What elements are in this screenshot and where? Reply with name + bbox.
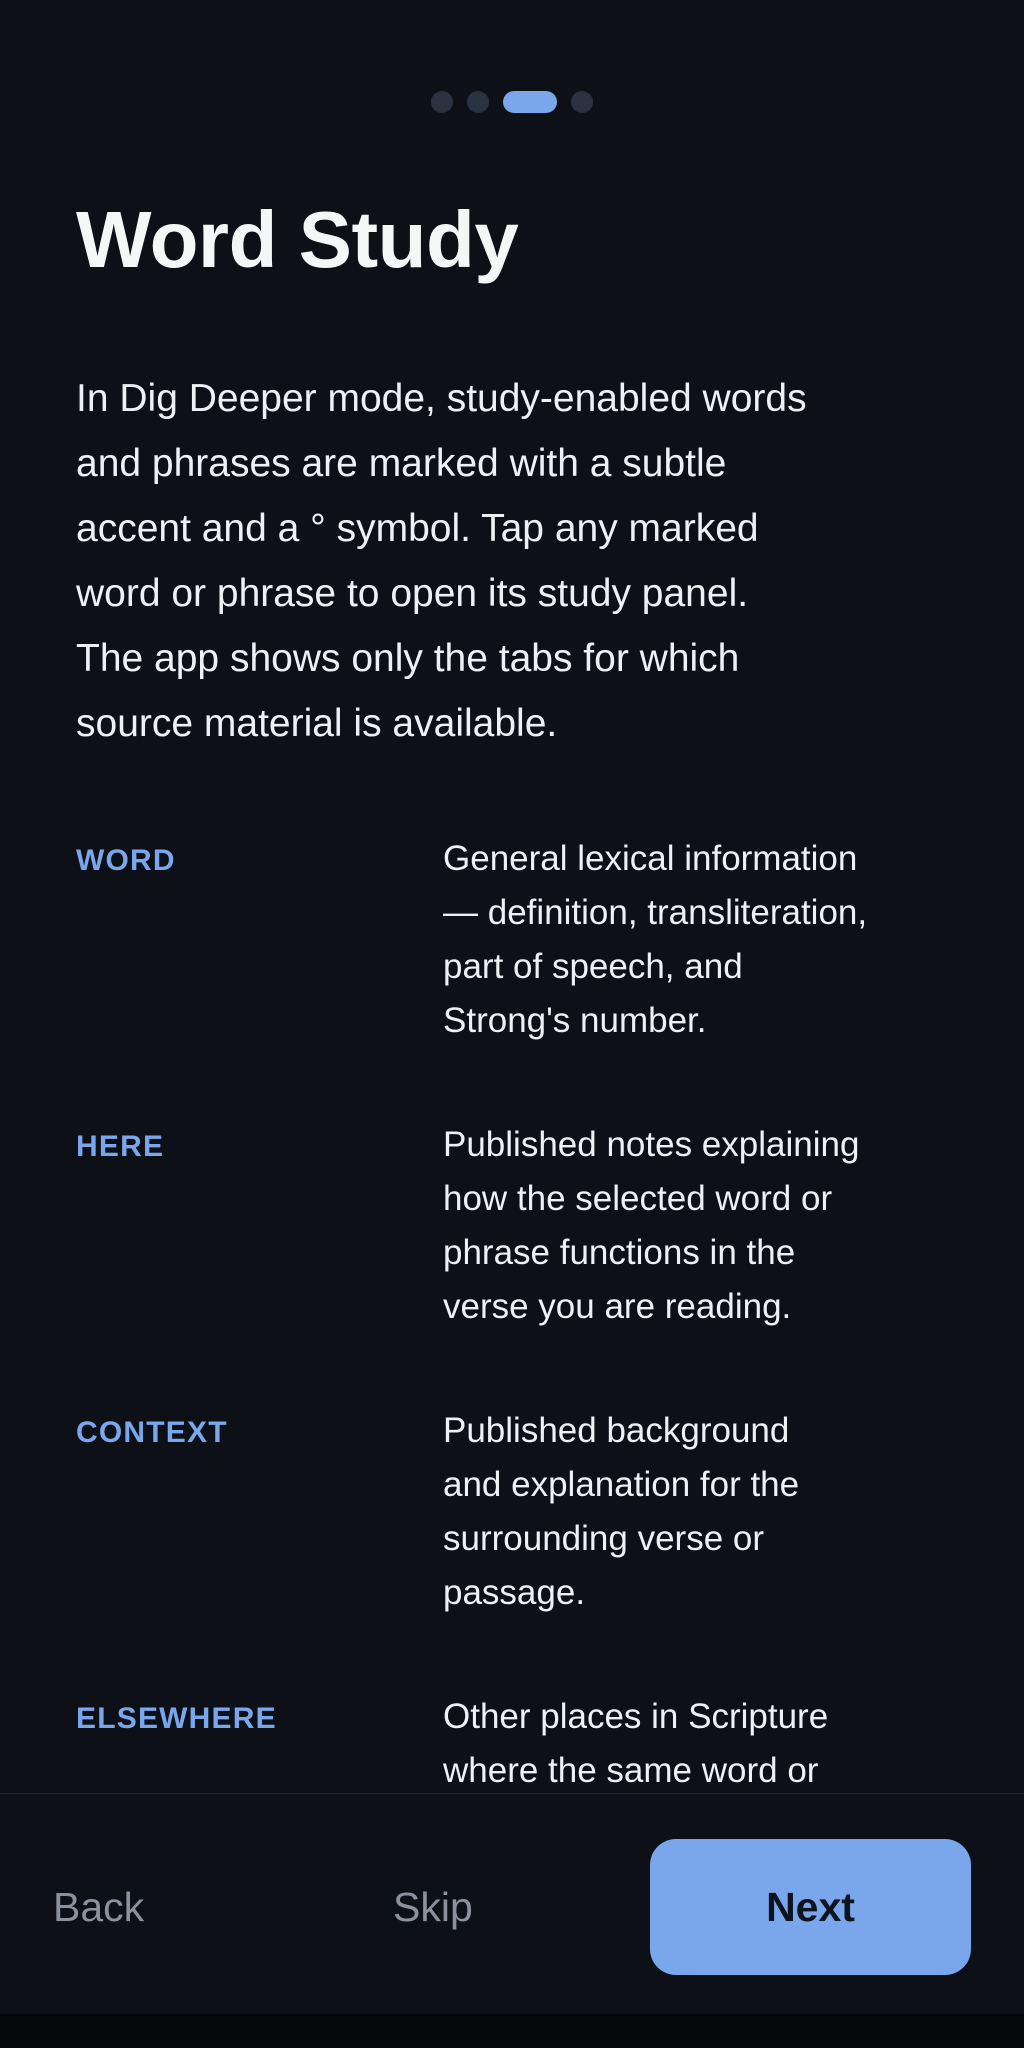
tab-description-line: where the same word or [443, 1751, 819, 1790]
progress-dot [571, 91, 593, 113]
intro-line: The app shows only the tabs for which [76, 637, 740, 680]
next-button[interactable]: Next [650, 1839, 971, 1975]
tab-description-line: how the selected word or [443, 1179, 833, 1218]
back-button[interactable]: Back [53, 1884, 145, 1930]
intro-line: In Dig Deeper mode, study-enabled words [76, 377, 807, 420]
intro-line: word or phrase to open its study panel. [76, 572, 749, 615]
home-indicator-area [0, 2014, 1024, 2048]
tab-description-line: Strong's number. [443, 1001, 707, 1040]
intro-line: source material is available. [76, 702, 558, 745]
tab-name: HERE [76, 1130, 165, 1163]
tab-description-line: phrase functions in the [443, 1233, 796, 1272]
tab-row-context [76, 1404, 956, 1690]
tab-description [443, 1690, 943, 1798]
page-title: Word Study [76, 195, 519, 284]
intro-line: accent and a ° symbol. Tap any marked [76, 507, 759, 550]
progress-dot [431, 91, 453, 113]
tab-description-line: verse you are reading. [443, 1287, 792, 1326]
onboarding-progress-dots [0, 91, 1024, 113]
tab-description-line: surrounding verse or [443, 1519, 764, 1558]
tab-description-line: General lexical information [443, 839, 858, 878]
tab-description-line: Published background [443, 1411, 790, 1450]
tab-name: CONTEXT [76, 1416, 228, 1449]
tab-description-line: and explanation for the [443, 1465, 800, 1504]
tab-description-line: part of speech, and [443, 947, 743, 986]
skip-button[interactable]: Skip [393, 1884, 473, 1930]
onboarding-footer [0, 1793, 1024, 2014]
tab-row-word [76, 832, 956, 1118]
tab-name: WORD [76, 844, 176, 877]
tab-description-line: passage. [443, 1573, 586, 1612]
tab-description [443, 1118, 943, 1334]
tab-description-line: — definition, transliteration, [443, 893, 868, 932]
progress-dot [467, 91, 489, 113]
tab-description-line: Published notes explaining [443, 1125, 860, 1164]
tab-description-line: Other places in Scripture [443, 1697, 829, 1736]
progress-dot-active [503, 91, 557, 113]
tab-description [443, 832, 943, 1048]
intro-paragraph [76, 366, 956, 756]
intro-line: and phrases are marked with a subtle [76, 442, 727, 485]
tab-row-here [76, 1118, 956, 1404]
tab-name: ELSEWHERE [76, 1702, 277, 1735]
tab-description [443, 1404, 943, 1620]
